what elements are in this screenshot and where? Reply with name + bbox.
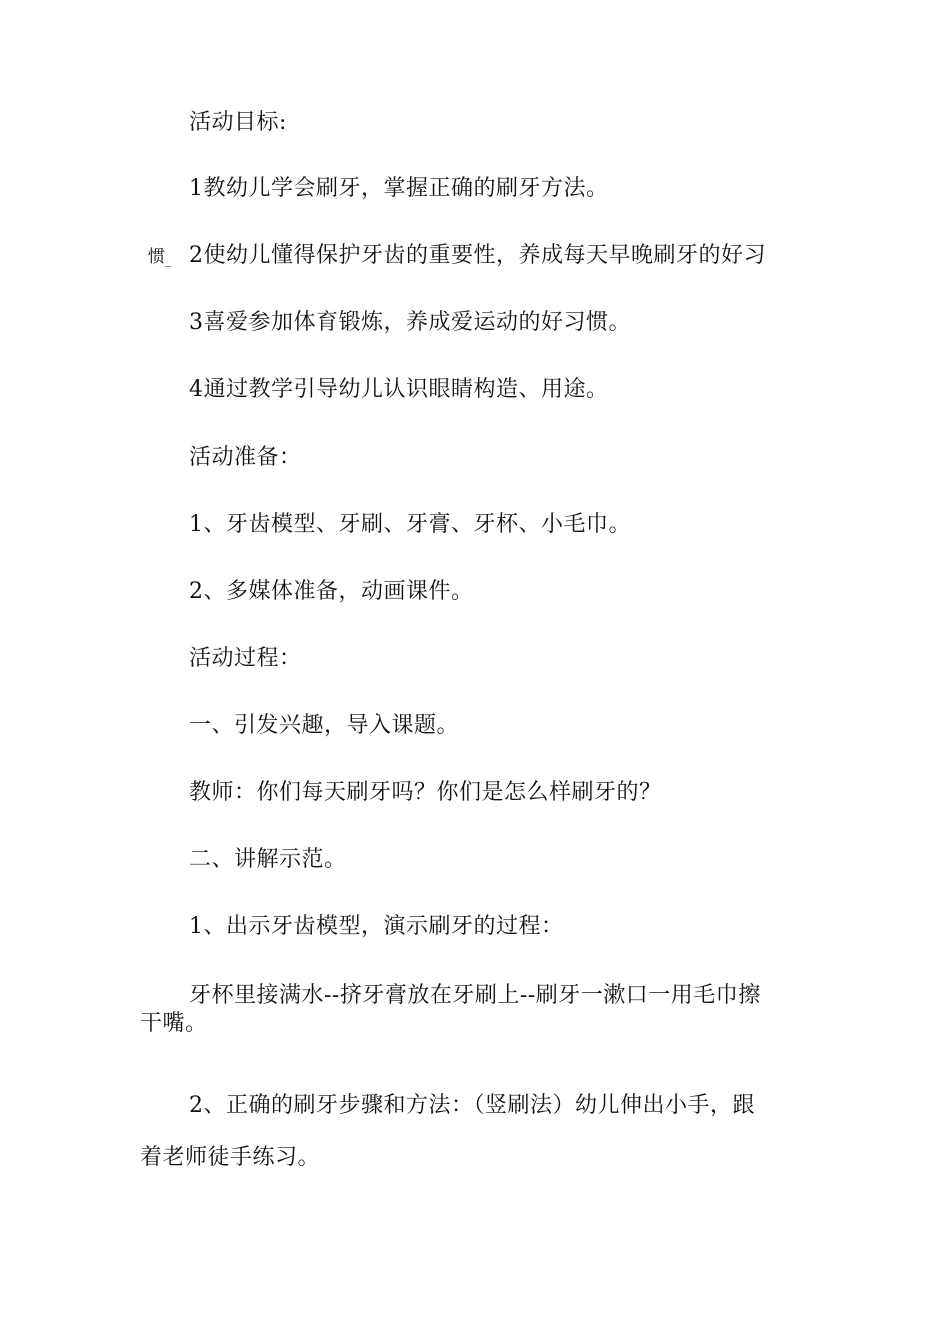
teacher-question: 教师：你们每天刷牙吗？你们是怎么样刷牙的？ (189, 780, 662, 805)
prep-item-2: 2、多媒体准备，动画课件。 (189, 579, 474, 604)
stray-char: 惯 (148, 247, 165, 267)
stray-mark: _ (165, 253, 171, 267)
prep-item-1: 1、牙齿模型、牙刷、牙膏、牙杯、小毛巾。 (189, 512, 631, 537)
goal-item-2: 2使幼儿懂得保护牙齿的重要性，养成每天早晚刷牙的好习 (189, 243, 766, 268)
demo-1-detail-line-1: 牙杯里接满水--挤牙膏放在牙刷上--刷牙一漱口一用毛巾擦 (189, 983, 761, 1008)
goal-item-2-stray-char (148, 246, 171, 271)
goal-item-1: 1教幼儿学会刷牙，掌握正确的刷牙方法。 (189, 176, 609, 201)
prep-heading: 活动准备： (189, 445, 302, 470)
goal-item-4: 4通过教学引导幼儿认识眼睛构造、用途。 (189, 377, 609, 402)
goal-item-3: 3喜爱参加体育锻炼，养成爱运动的好习惯。 (189, 310, 631, 335)
goal-heading: 活动目标: (189, 110, 287, 135)
demo-1-detail-line-2: 干嘴。 (140, 1011, 208, 1036)
demo-item-2-line-2: 着老师徒手练习。 (140, 1145, 321, 1170)
demo-item-2-line-1: 2、正确的刷牙步骤和方法：（竖刷法）幼儿伸出小手，跟 (189, 1093, 755, 1118)
demo-item-1: 1、出示牙齿模型，演示刷牙的过程： (189, 914, 564, 939)
process-step-2: 二、讲解示范。 (189, 847, 347, 872)
process-step-1: 一、引发兴趣，导入课题。 (189, 713, 460, 738)
process-heading: 活动过程： (189, 646, 302, 671)
